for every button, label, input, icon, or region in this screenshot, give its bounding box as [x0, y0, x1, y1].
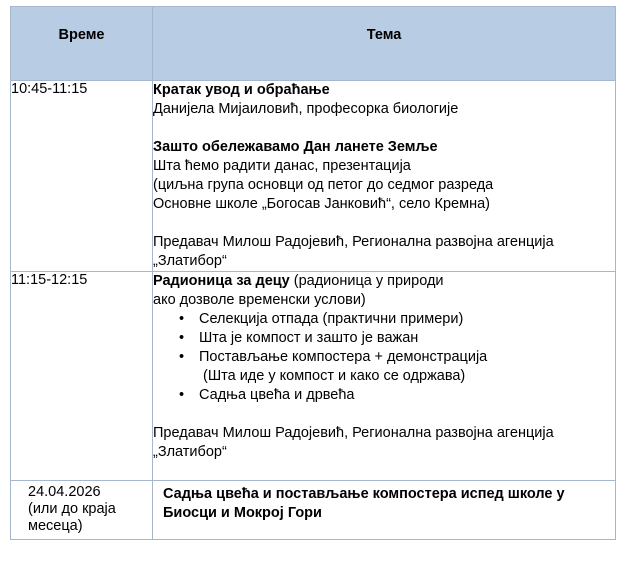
presenter-line: Предавач Милош Радојевић, Регионална развојна агенција	[153, 234, 554, 250]
table-row	[11, 481, 616, 540]
agenda-table	[10, 6, 616, 540]
date-line: (или до краја	[28, 501, 116, 517]
topic-cell	[153, 481, 616, 540]
time-header-label: Време	[58, 27, 105, 43]
list-item: • Шта је компост и зашто је важан	[179, 329, 615, 348]
session-title-line	[153, 272, 615, 291]
topic-cell	[153, 272, 616, 481]
speaker-line: Данијела Мијаиловић, професорка биологије	[153, 101, 459, 117]
description-line: (циљна група основци од петог до седмог разреда	[153, 177, 494, 193]
session-title: Радионица за децу	[153, 273, 290, 289]
presenter-line: „Златибор“	[153, 253, 227, 269]
table-row	[11, 81, 616, 272]
presenter-line: Предавач Милош Радојевић, Регионална развојна агенција	[153, 425, 554, 441]
time-cell	[11, 481, 153, 540]
session-title: Биосци и Мокрој Гори	[163, 505, 322, 521]
topic-cell	[153, 81, 616, 272]
date-line: месеца)	[28, 518, 83, 534]
topic-header	[153, 7, 616, 81]
list-item: • Селекција отпада (практични примери)	[179, 310, 615, 329]
description-line: Основне школе „Богосав Јанковић“, село Кремна)	[153, 196, 490, 212]
date-line: 24.04.2026	[28, 484, 101, 500]
time-header	[11, 7, 153, 81]
session-title-rest: (радионица у природи	[289, 273, 444, 289]
session-title: Зашто обележавамо Дан ланете Земље	[153, 139, 438, 155]
table-row	[11, 272, 616, 481]
activity-list	[153, 386, 615, 405]
session-title: Садња цвећа и постављање компостера испед школе у	[163, 486, 565, 502]
description-line: Шта ћемо радити данас, презентација	[153, 158, 411, 174]
header-row	[11, 7, 616, 81]
activity-list	[153, 310, 615, 367]
presenter-line: „Златибор“	[153, 444, 227, 460]
description-line: ако дозволе временски услови)	[153, 292, 366, 308]
time-cell: 10:45-11:15	[11, 81, 153, 272]
list-item-note: (Шта иде у компост и како се одржава)	[203, 368, 466, 384]
time-cell: 11:15-12:15	[11, 272, 153, 481]
session-title: Кратак увод и обраћање	[153, 82, 330, 98]
topic-header-label: Тема	[366, 27, 402, 43]
list-item: • Постављање компостера + демонстрација	[179, 348, 615, 367]
list-item: • Садња цвећа и дрвећа	[179, 386, 615, 405]
